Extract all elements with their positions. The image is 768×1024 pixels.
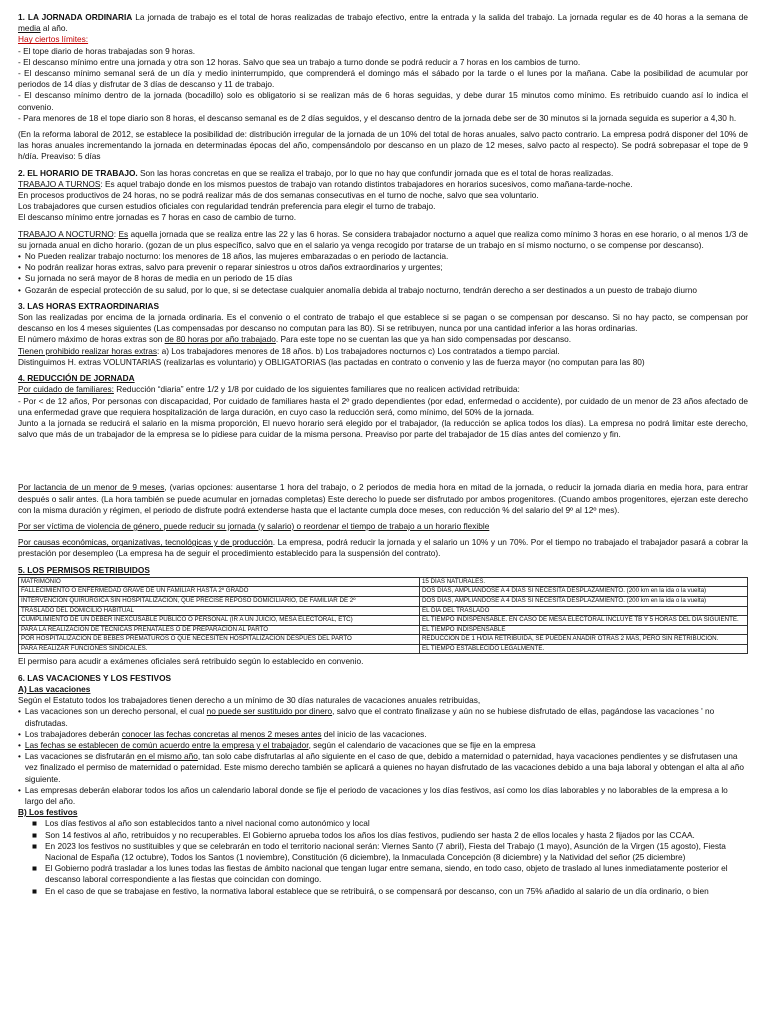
- s4-lact-text: , (varias opciones: ausentarse 1 hora del trabajo, o 2 periodos de media hora en mitad de la jornada, o reducir la jornada diaria en media hora, para entrar después o salir antes. (La hora también se puede acumular en jornadas completas) Este derecho lo puede ser disfrutado por ambos progenitores. (Cuando ambos progenitores, ejerzan este derecho con la misma duración y régimen, el periodo de disfrute podrá extenderse hasta que el lactante cumpla doce meses, con reducción % del salario del 9º al 12º mes).: [18, 482, 748, 515]
- s3-max-u: de 80 horas por año trabajado: [164, 334, 276, 345]
- s2-turnos-line: En procesos productivos de 24 horas, no se podrá realizar más de dos semanas consecutivas en el turno de noche, salvo que sea voluntario.: [18, 190, 539, 201]
- table-cell: POR HOSPITALIZACIÓN DE BEBÉS PREMATUROS O QUE NECESITEN HOSPITALIZACIÓN DESPUÉS DEL PARTO: [19, 635, 420, 645]
- s4-causas-u: Por causas económicas, organizativas, tecnológicas y de producción: [18, 537, 273, 548]
- s2-nocturno-es: Es: [118, 228, 129, 239]
- s3-prohib-u: Tienen prohibido realizar horas extras: [18, 345, 157, 356]
- s3-max-post: . Para este tope no se cuentan las que ya han sido compensadas por descanso.: [275, 334, 572, 345]
- s6-b-item: Los días festivos al año son establecidos tanto a nivel nacional como autonómico y local: [45, 818, 370, 829]
- s2-nocturno-bullet: No podrán realizar horas extras, salvo para prevenir o reparar siniestros u otros daños extraordinarios y urgentes;: [24, 262, 443, 273]
- s6-b-item: En el caso de que se trabajase en festivo, la normativa laboral establece que se retribuirá, o se compensará por descanso, con un 75% añadido al salario de un día ordinario, o bien: [45, 885, 709, 896]
- s6-a-b1-pre: Las vacaciones son un derecho personal, el cual: [24, 706, 207, 717]
- document-page: [18, 12, 748, 897]
- s6-a-b1-u: no puede ser sustituido por dinero: [206, 706, 333, 717]
- s6-a-b4-post: , tan solo cabe disfrutarlas al año siguiente en el caso de que, debido a maternidad o paternidad, haya vacaciones pendientes y se disfrutasen una vez finalizado el permiso de maternidad o paternidad. Este mismo derecho también se aplicará a quienes no hayan disfrutado de las vacaciones debido a una baja laboral y obtengan el alta al año siguiente.: [24, 751, 744, 784]
- list-item: • Las fechas se establecen de común acuerdo entre la empresa y el trabajador, según el calendario de vacaciones que se fije en la empresa: [18, 739, 536, 750]
- s6-a-bullet: Las empresas deberán elaborar todos los años un calendario laboral donde se fije el periodo de vacaciones y los días festivos, así como los días laborables y no laborables de la empresa a lo largo del año.: [24, 784, 728, 806]
- s4-fam-p3: Junto a la jornada se reducirá el salario en la misma proporción, El nuevo horario será elegido por el trabajador, (la reducción se aplica todos los días). La empresa no podrá limitar este derecho, salvo que más de un trabajador de la empresa se lo pidiese para cuidar de la misma persona. Preaviso por parte del trabajador de 15 días antes del comienzo y fin.: [18, 417, 748, 440]
- list-item: • Las vacaciones se disfrutarán en el mismo año, tan solo cabe disfrutarlas al año siguiente en el caso de que, debido a maternidad o paternidad, haya vacaciones pendientes y se disfrutasen una vez finalizado el permiso de maternidad o paternidad. Este mismo derecho también se aplicará a quienes no hayan disfrutado de las vacaciones debido a una baja laboral y obtengan el alta al año siguiente.: [18, 751, 748, 785]
- table-cell: INTERVENCIÓN QUIRÚRGICA SIN HOSPITALIZACIÓN, QUE PRECISE REPOSO DOMICILIARIO, DE FAMILIAR DE 2º: [19, 596, 420, 606]
- s6-b-item: El Gobierno podrá trasladar a los lunes todas las fiestas de ámbito nacional que tengan lugar entre semana, siendo, en todo caso, objeto de traslado al lunes inmediatamente posterior el descanso laboral correspondiente a las fiestas que coincidan con domingo.: [45, 863, 728, 885]
- list-item: • No Pueden realizar trabajo nocturno: los menores de 18 años, las mujeres embarazadas o en periodo de lactancia.: [18, 251, 449, 262]
- table-cell: TRASLADO DEL DOMICILIO HABITUAL: [19, 606, 420, 616]
- s6-b-item: Son 14 festivos al año, retribuidos y no recuperables. El Gobierno aprueba todos los años los días festivos, pudiendo ser hasta 2 de ellos locales y hasta 2 fijados por las CCAA.: [45, 829, 695, 840]
- s6-b-heading: B) Los festivos: [18, 807, 78, 818]
- table-row: [19, 616, 748, 626]
- s1-intro: [18, 12, 748, 34]
- s3-dist: Distinguimos H. extras VOLUNTARIAS (realizarlas es voluntario) y OBLIGATORIAS (las pactadas en contrato o convenio y las de fuerza mayor (no computan para las 80): [18, 356, 645, 367]
- s6-a-bullet: [25, 740, 536, 751]
- table-cell: REDUCCIÓN DE 1 H/DÍA RETRIBUIDA, SE PUEDEN AÑADIR OTRAS 2 MÁS, PERO SIN RETRIBUCIÓN.: [419, 635, 747, 645]
- s6-a-heading: A) Las vacaciones: [18, 683, 91, 694]
- s6-a-b2-u: conocer las fechas concretas al menos 2 meses antes: [121, 728, 322, 739]
- s1-reform: (En la reforma laboral de 2012, se establece la posibilidad de: distribución irregular de la jornada de un 10% del total de horas anuales, salvo pacto contrario. La empresa podrá disponer del 10% de las horas anuales incrementando la jornada en determinadas épocas del año, compensándolo por descanso en un plazo de 12 meses, salvo pacto al respecto). Se podrá sobrepasar el tope de 9 h/día. Preaviso: 5 días: [18, 129, 748, 162]
- s3-prohib-text: : a) Los trabajadores menores de 18 años. b) Los trabajadores nocturnos c) Los contratados a tiempo parcial.: [156, 345, 560, 356]
- s1-limit: - El descanso mínimo entre una jornada y otra son 12 horas. Salvo que sea un trabajo a turno donde se podrá reducir a 7 horas en los cambios de turno.: [18, 56, 581, 67]
- s6-a-bullet: [25, 729, 427, 740]
- list-item: • Gozarán de especial protección de su salud, por lo que, si se detectase cualquier anomalía debida al trabajo nocturno, tendrán derecho a ser destinados a un puesto de trabajo diurno: [18, 284, 697, 295]
- s4-lact-u: Por lactancia de un menor de 9 meses: [18, 482, 165, 493]
- s6-title: 6. LAS VACACIONES Y LOS FESTIVOS: [18, 672, 172, 683]
- list-item: ■ Los días festivos al año son establecidos tanto a nivel nacional como autonómico y local: [32, 818, 370, 829]
- table-row: [19, 625, 748, 635]
- table-cell: EL TIEMPO INDISPENSABLE: [419, 625, 747, 635]
- table-cell: EL TIEMPO ESTABLECIDO LEGALMENTE.: [419, 644, 747, 654]
- s2-nocturno-text: aquella jornada que se realiza entre las 22 y las 6 horas. Se considera trabajador nocturno a aquel que realiza como mínimo 3 horas en ese horario, o al menos 1/3 de su jornada anual en dicho horario. (gozan de un plus específico, salvo que en el salario ya venga recogido por tratarse de un trabajo en sí mismo nocturno, o se compense por descanso).: [18, 228, 748, 250]
- list-item: • Su jornada no será mayor de 8 horas de media en un periodo de 15 días: [18, 273, 293, 284]
- s3-max-pre: El número máximo de horas extras son: [18, 334, 165, 345]
- s6-a-bullet: [25, 706, 748, 728]
- list-item: • Los trabajadores deberán conocer las fechas concretas al menos 2 meses antes del inicio de las vacaciones.: [18, 728, 427, 739]
- s1-limit: - El tope diario de horas trabajadas son 9 horas.: [18, 45, 196, 56]
- table-row: [19, 587, 748, 597]
- s3-title: 3. LAS HORAS EXTRAORDINARIAS: [18, 300, 160, 311]
- s5-note: El permiso para acudir a exámenes oficiales será retribuido según lo establecido en convenio.: [18, 656, 364, 667]
- s4-fam-p2: - Por < de 12 años, Por personas con discapacidad, Por cuidado de familiares hasta el 2º grado dependientes (por edad, enfermedad o accidente), por cuidado de un menor de 23 años afectado de una enfermedad grave que requiera hospitalización de larga duración, en cuyo caso la reducción será, como mínimo, del 50% de la jornada.: [18, 395, 748, 417]
- s1-limit: - El descanso mínimo dentro de la jornada (bocadillo) solo es obligatorio si se realizan más de 6 horas seguidas, y debe durar 15 minutos como mínimo. Es retribuido cuando así lo indica el convenio.: [18, 90, 748, 112]
- list-item: ■ En 2023 los festivos no sustituibles y que se celebrarán en todo el territorio nacional serán: Viernes Santo (7 abril), Fiesta del Trabajo (1 mayo), Asunción de la Virgen (15 agosto), Fiesta Nacional de España (12 octubre), Todos los Santos (1 noviembre), Constitución (6 diciembre), la Inmaculada Concepción (8 diciembre) y la Natividad del señor (25 diciembre): [18, 841, 748, 863]
- s6-a-b3-post: , según el calendario de vacaciones que se fije en la empresa: [308, 739, 536, 750]
- table-cell: CUMPLIMIENTO DE UN DEBER INEXCUSABLE PÚBLICO O PERSONAL (IR A UN JUICIO, MESA ELECTORAL, ETC): [19, 616, 420, 626]
- s6-a-intro: Según el Estatuto todos los trabajadores tienen derecho a un mínimo de 30 días naturales de vacaciones anuales retribuidas,: [18, 695, 481, 706]
- s6-a-b2-post: del inicio de las vacaciones.: [321, 728, 427, 739]
- list-item: ■ Son 14 festivos al año, retribuidos y no recuperables. El Gobierno aprueba todos los años los días festivos, pudiendo ser hasta 2 de ellos locales y hasta 2 fijados por las CCAA.: [32, 829, 695, 840]
- table-row: [19, 596, 748, 606]
- table-cell: MATRIMONIO: [19, 577, 420, 587]
- s2-turnos-text: : Es aquel trabajo donde en los mismos puestos de trabajo van rotando distintos trabajadores en horarios sucesivos, como mañana-tarde-noche.: [100, 178, 633, 189]
- table-cell: 15 DÍAS NATURALES.: [419, 577, 747, 587]
- s6-a-b1-post: , salvo que el contrato finalizase y aún no se hubiese disfrutado de ellas, pagándose las vacaciones ' no disfrutadas.: [24, 706, 715, 728]
- table-row: [19, 606, 748, 616]
- list-item: • Las empresas deberán elaborar todos los años un calendario laboral donde se fije el periodo de vacaciones y los días festivos, así como los días laborables y no laborables de la empresa a lo largo del año.: [18, 785, 748, 807]
- table-cell: PARA REALIZAR FUNCIONES SINDICALES.: [19, 644, 420, 654]
- s4-fam-text: Reducción “diaria” entre 1/2 y 1/8 por cuidado de los siguientes familiares que no realicen actividad retribuida:: [113, 384, 520, 395]
- s2-title: 2. EL HORARIO DE TRABAJO.: [18, 167, 138, 178]
- permisos-table: [18, 577, 748, 655]
- s1-intro-end: al año.: [40, 23, 68, 34]
- s2-nocturno-bullet: No Pueden realizar trabajo nocturno: los menores de 18 años, las mujeres embarazadas o en periodo de lactancia.: [24, 251, 449, 262]
- list-item: ■ El Gobierno podrá trasladar a los lunes todas las fiestas de ámbito nacional que tengan lugar entre semana, siendo, en todo caso, objeto de traslado al lunes inmediatamente posterior el descanso laboral correspondiente a las fiestas que coincidan con domingo.: [18, 863, 748, 885]
- s1-title: 1. LA JORNADA ORDINARIA: [18, 12, 133, 22]
- table-cell: EL TIEMPO INDISPENSABLE. EN CASO DE MESA ELECTORAL INCLUYE TB Y 5 HORAS DEL DÍA SIGUIENTE.: [419, 616, 747, 626]
- s2-nocturno-colon: :: [113, 228, 119, 239]
- s4-fam-u: Por cuidado de familiares:: [18, 384, 114, 395]
- s2-nocturno-bullet: Su jornada no será mayor de 8 horas de media en un periodo de 15 días: [24, 273, 293, 284]
- list-item: • Las vacaciones son un derecho personal, el cual no puede ser sustituido por dinero, salvo que el contrato finalizase y aún no se hubiese disfrutado de ellas, pagándose las vacaciones ' no disfrutadas.: [18, 706, 748, 728]
- s6-a-b3-u: Las fechas se establecen de común acuerdo entre la empresa y el trabajador: [24, 739, 309, 750]
- table-cell: EL DÍA DEL TRASLADO: [419, 606, 747, 616]
- list-item: • No podrán realizar horas extras, salvo para prevenir o reparar siniestros u otros daños extraordinarios y urgentes;: [18, 262, 443, 273]
- list-item: ■ En el caso de que se trabajase en festivo, la normativa laboral establece que se retribuirá, o se compensará por descanso, con un 75% añadido al salario de un día ordinario, o bien: [32, 885, 709, 896]
- s4-violencia: Por ser víctima de violencia de género, puede reducir su jornada (y salario) o reordenar el tiempo de trabajo a un horario flexible: [18, 520, 490, 531]
- s1-media: media: [18, 23, 41, 34]
- table-cell: DOS DÍAS, AMPLIÁNDOSE A 4 DÍAS SI NECESITA DESPLAZAMIENTO. (200 km en la ida o la vuelta): [419, 587, 747, 597]
- s3-p1: Son las realizadas por encima de la jornada ordinaria. Es el convenio o el contrato de trabajo el que establece si se pagan o se compensan por descanso. Si no hay pacto, se compensan por descanso en los 4 meses siguientes (Las compensadas por descanso no computan para las 80). Si se retribuyen, nunca por una cantidad inferior a las horas ordinarias.: [18, 312, 748, 334]
- s6-a-b4-pre: Las vacaciones se disfrutarán: [24, 751, 137, 762]
- s4-causas-text: . La empresa, podrá reducir la jornada y el salario un 10% y un 70%. Por el tiempo no trabajado el trabajador pasará a cobrar la prestación por desempleo (La empresa ha de seguir el procedimiento establecido para la suspensión del contrato).: [18, 537, 748, 559]
- s6-a-b4-u: en el mismo año: [136, 751, 198, 762]
- s6-a-b2-pre: Los trabajadores deberán: [24, 728, 122, 739]
- s4-title: 4. REDUCCIÓN DE JORNADA: [18, 373, 135, 384]
- s6-b-item: En 2023 los festivos no sustituibles y que se celebrarán en todo el territorio nacional serán: Viernes Santo (7 abril), Fiesta del Trabajo (1 mayo), Asunción de la Virgen (15 agosto), Fiesta Nacional de España (12 octubre), Todos los Santos (1 noviembre), Constitución (6 diciembre), la Inmaculada Concepción (8 diciembre) y la Natividad del señor (25 diciembre): [45, 840, 726, 862]
- table-cell: PARA LA REALIZACIÓN DE TÉCNICAS PRENATALES O DE PREPARACIÓN AL PARTO: [19, 625, 420, 635]
- s2-turnos-heading: TRABAJO A TURNOS: [18, 178, 101, 189]
- table-cell: FALLECIMIENTO O ENFERMEDAD GRAVE DE UN FAMILIAR HASTA 2º GRADO: [19, 587, 420, 597]
- s1-intro-text: La jornada de trabajo es el total de horas realizadas de trabajo efectivo, entre la entrada y la salida del trabajo. La jornada regular es de 40 horas a la semana de: [132, 12, 748, 22]
- s6-a-bullet: [25, 751, 748, 785]
- s2-intro: Son las horas concretas en que se realiza el trabajo, por lo que no hay que confundir jornada que es el total de horas realizadas.: [137, 167, 614, 178]
- table-row: [19, 644, 748, 654]
- table-row: [19, 635, 748, 645]
- s2-nocturno-bullet: Gozarán de especial protección de su salud, por lo que, si se detectase cualquier anomalía debida al trabajo nocturno, tendrán derecho a ser destinados a un puesto de trabajo diurno: [24, 284, 697, 295]
- table-row: [19, 577, 748, 587]
- s2-nocturno-heading: TRABAJO A NOCTURNO: [18, 228, 114, 239]
- s2-turnos-line: Los trabajadores que cursen estudios oficiales con regularidad tendrán preferencia para elegir el turno de trabajo.: [18, 201, 436, 212]
- s1-limits-heading: Hay ciertos límites:: [18, 34, 89, 45]
- table-cell: DOS DÍAS, AMPLIÁNDOSE A 4 DÍAS SI NECESITA DESPLAZAMIENTO. (200 km en la ida o la vuelta): [419, 596, 747, 606]
- s5-title: 5. LOS PERMISOS RETRIBUIDOS: [18, 564, 150, 575]
- s2-turnos-line: El descanso mínimo entre jornadas es 7 horas en caso de cambio de turno.: [18, 212, 297, 223]
- s1-limit: - El descanso mínimo semanal será de un día y medio ininterrumpido, que comprenderá el domingo más el sábado por la tarde o el lunes por la mañana. Cabe la posibilidad de acumular por periodos de 14 días y disfrutar de 3 días de descanso y 11 de trabajo.: [18, 68, 748, 90]
- s1-limit: - Para menores de 18 el tope diario son 8 horas, el descanso semanal es de 2 días seguidos, y el descanso dentro de la jornada debe ser de 30 minutos si la jornada seguida es superior a 4,30 h.: [18, 112, 737, 123]
